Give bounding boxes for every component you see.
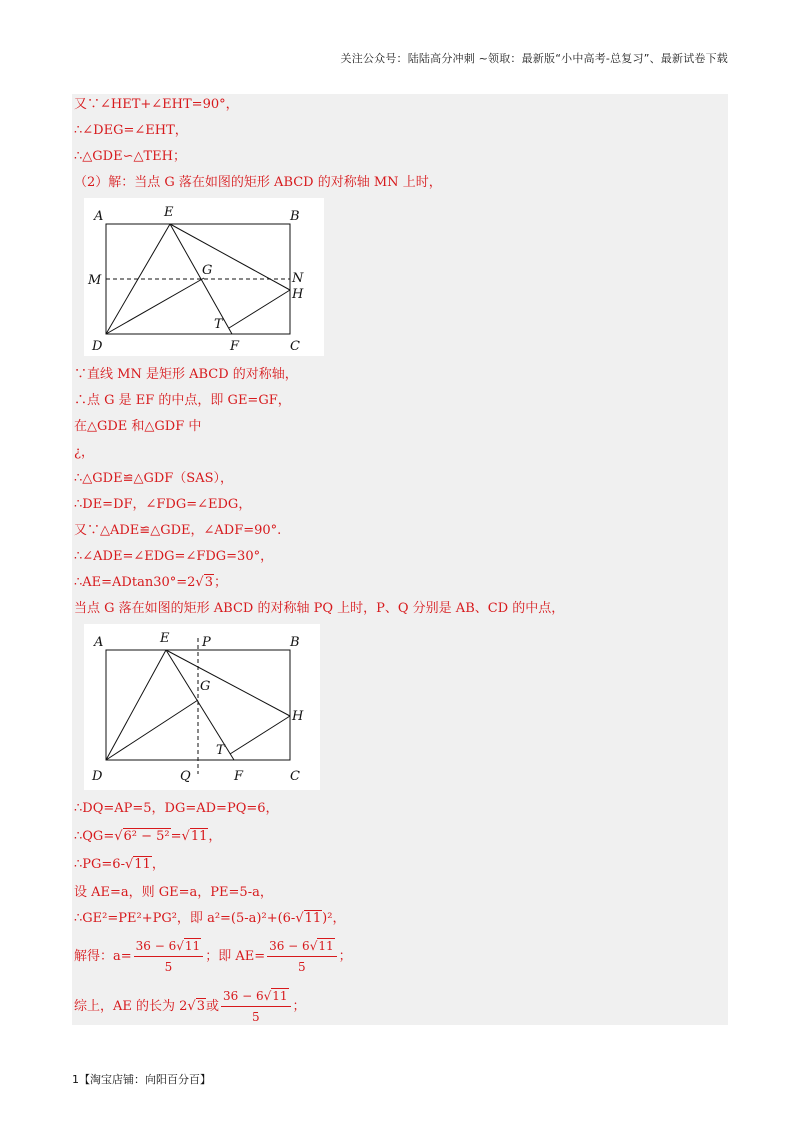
label-p: P [202,635,211,650]
text-line-5: ∵直线 MN 是矩形 ABCD 的对称轴， [74,367,298,382]
text-line-16: ∴QG=√6² − 5²=√11， [74,829,222,844]
label-h: H [292,287,304,302]
label-q: Q [180,769,191,784]
geometry-figure-1 [84,198,324,356]
geometry-figure-2 [84,624,320,790]
text-line-2: ∴∠DEG=∠EHT， [74,123,188,138]
label-e: E [164,205,174,220]
figure-pq-axis [84,624,320,790]
text-line-8: ¿， [74,445,94,460]
label-c-2: C [290,769,300,784]
label-e-2: E [160,631,170,646]
text-line-1: 又∵∠HET+∠EHT=90°， [74,97,239,112]
text-line-7: 在△GDE 和△GDF 中 [74,419,202,434]
text-line-19: ∴GE²=PE²+PG²，即 a²=(5-a)²+(6-√11)²， [74,911,346,926]
text-line-9: ∴△GDE≌△GDF（SAS）， [74,471,233,486]
text-line-20: 解得：a= $\frac{36 - 6√11}{5}$ ；即 AE= $\frac{36 - 6√11}{5}$ ； [74,936,352,977]
figure-mn-axis [84,198,324,356]
label-m: M [88,273,102,288]
page-header: 关注公众号：陆陆高分冲刺 ~领取：最新版“小中高考-总复习”、最新试卷下载 [340,52,728,65]
label-f-2: F [234,769,244,784]
page-footer: 1【淘宝店铺：向阳百分百】 [72,1073,211,1086]
solution-content [72,94,728,1025]
label-f: F [230,339,240,354]
label-g: G [202,263,213,278]
label-b: B [290,209,300,224]
text-line-11: 又∵△ADE≌△GDE，∠ADF=90°. [74,523,282,538]
text-line-4: （2）解：当点 G 落在如图的矩形 ABCD 的对称轴 MN 上时， [74,175,442,190]
label-d: D [92,339,103,354]
fraction-ae: $\frac{36 - 6√11}{5}$ [267,936,337,977]
text-line-21: 综上，AE 的长为 2√3或 $\frac{36 - 6√11}{5}$ ； [74,986,306,1027]
label-d-2: D [92,769,103,784]
text-line-10: ∴DE=DF，∠FDG=∠EDG， [74,497,252,512]
label-t-2: T [216,743,225,758]
text-line-6: ∴点 G 是 EF 的中点，即 GE=GF， [74,393,291,408]
segment-de-2 [106,650,166,760]
label-g-2: G [200,679,211,694]
segment-dg [106,278,204,334]
segment-ht-2 [230,716,290,754]
fraction-result: $\frac{36 - 6√11}{5}$ [221,986,291,1027]
segment-eh-2 [166,650,290,716]
fraction-a: $\frac{36 - 6√11}{5}$ [134,936,204,977]
segment-eh [170,224,290,290]
segment-ht [229,290,290,328]
label-c: C [290,339,300,354]
label-a-2: A [94,635,104,650]
text-line-13: ∴AE=ADtan30°=2√3； [74,575,227,590]
text-line-12: ∴∠ADE=∠EDG=∠FDG=30°， [74,549,274,564]
label-h-2: H [292,709,304,724]
segment-dg-2 [106,700,198,760]
label-b-2: B [290,635,300,650]
text-line-18: 设 AE=a，则 GE=a，PE=5-a， [74,885,273,900]
text-line-14: 当点 G 落在如图的矩形 ABCD 的对称轴 PQ 上时，P、Q 分别是 AB、CD 的中点， [74,601,565,616]
text-line-3: ∴△GDE∽△TEH； [74,149,186,164]
text-line-15: ∴DQ=AP=5，DG=AD=PQ=6， [74,801,279,816]
label-t: T [214,317,223,332]
text-line-17: ∴PG=6-√11， [74,857,165,872]
label-a: A [94,209,104,224]
label-n: N [292,271,304,286]
